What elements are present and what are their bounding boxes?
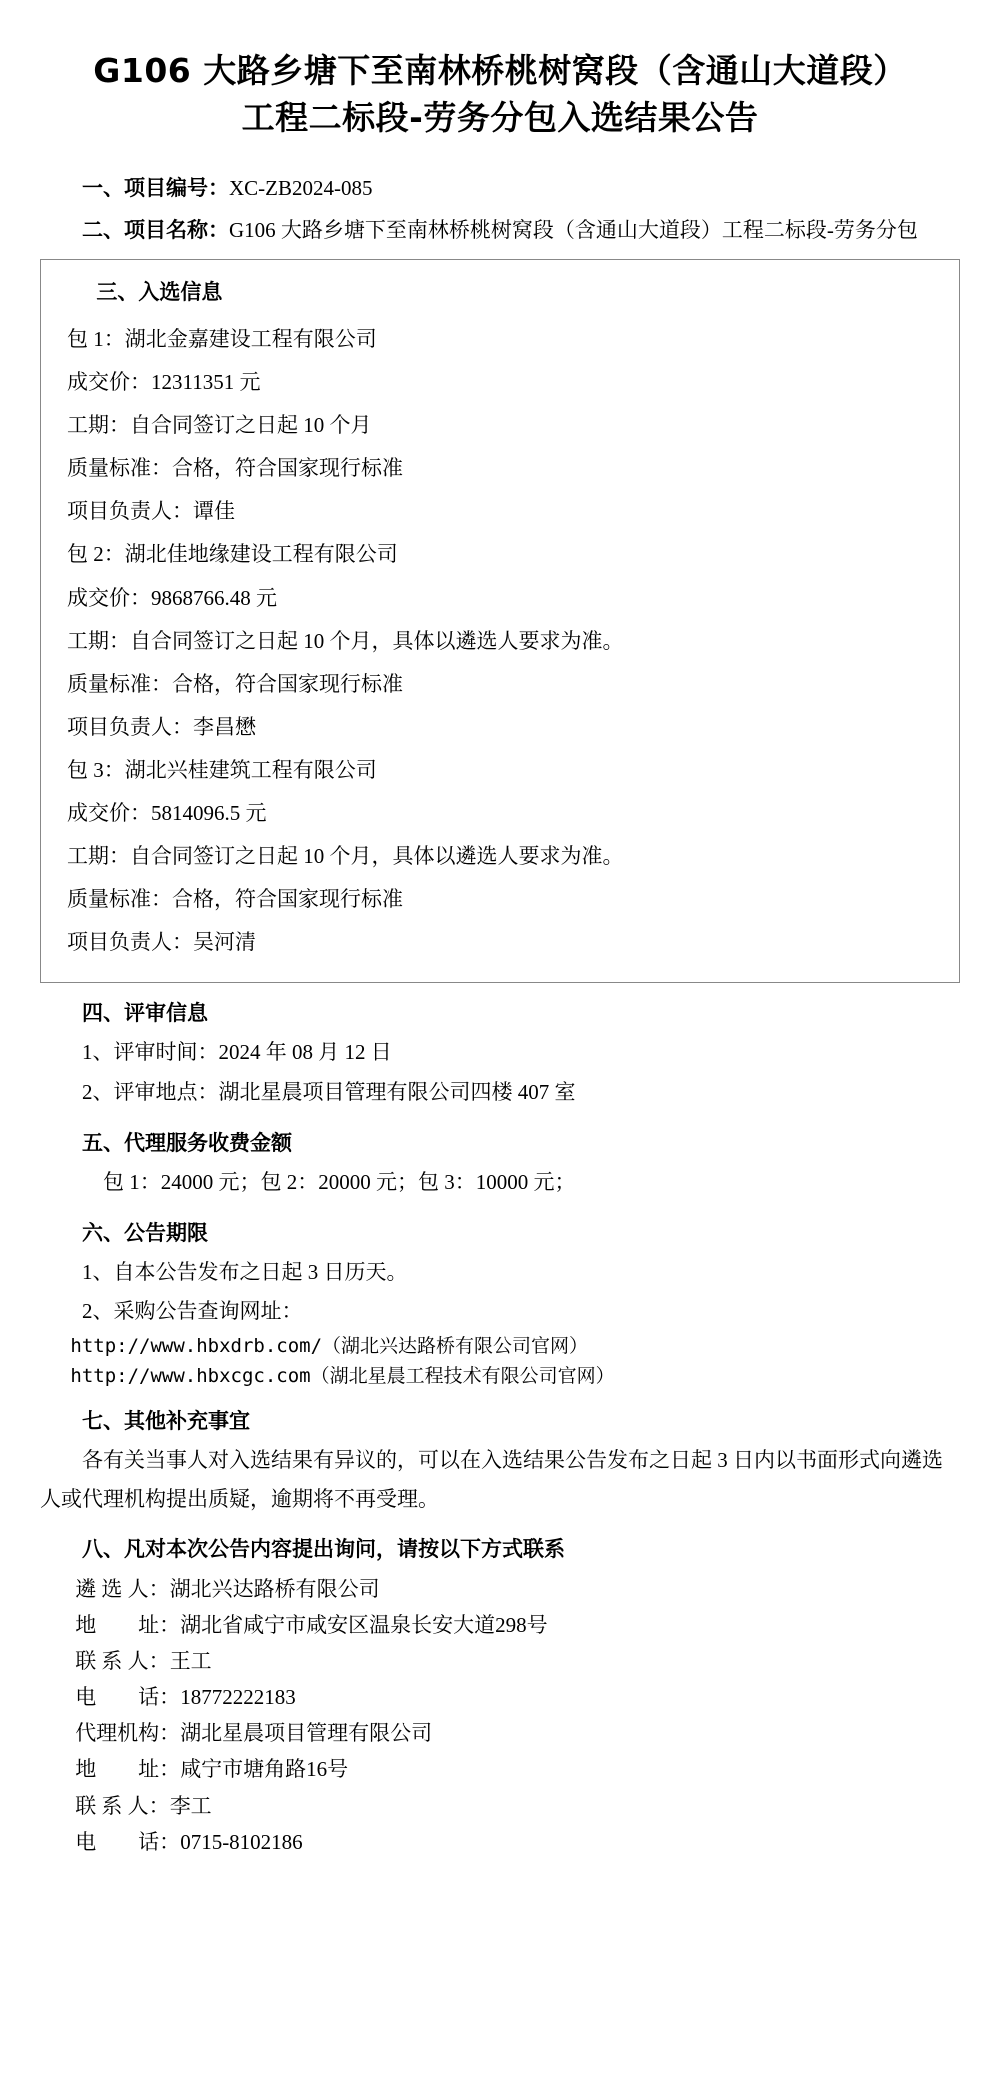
contact-row: [75, 1751, 960, 1787]
selection-line: 包 3：湖北兴桂建筑工程有限公司: [67, 757, 377, 782]
selection-line: 成交价：12311351 元: [67, 370, 261, 395]
page-title-line-2: 工程二标段-劳务分包入选结果公告: [241, 97, 759, 137]
page-title-line-1: G106 大路乡塘下至南林桥桃树窝段（含通山大道段）: [93, 51, 907, 90]
contact-key: 地 址：: [75, 1757, 181, 1782]
other-matters-heading: 七、其他补充事宜: [82, 1409, 250, 1434]
selection-line: 项目负责人：吴河清: [67, 929, 256, 954]
selection-line: 工期：自合同签订之日起 10 个月，具体以遴选人要求为准。: [67, 843, 624, 868]
selection-line: 质量标准：合格，符合国家现行标准: [67, 456, 403, 481]
notice-period-heading: 六、公告期限: [82, 1220, 208, 1245]
contact-value: 0715-8102186: [180, 1829, 303, 1854]
page-title: [60, 48, 940, 142]
selection-line: 包 1：湖北金嘉建设工程有限公司: [67, 327, 377, 352]
contact-value: 湖北星晨项目管理有限公司: [180, 1721, 433, 1746]
contact-row: [75, 1824, 960, 1860]
other-matters-body: 各有关当事人对入选结果有异议的，可以在入选结果公告发布之日起 3 日内以书面形式向遴选人或代理机构提出质疑，逾期将不再受理。: [40, 1448, 943, 1512]
project-name-label: 二、项目名称：: [82, 218, 229, 243]
selection-line: 包 2：湖北佳地缘建设工程有限公司: [67, 542, 398, 567]
contact-row: [75, 1643, 960, 1679]
project-number-label: 一、项目编号：: [82, 175, 229, 200]
contact-value: 湖北省咸宁市咸安区温泉长安大道298号: [180, 1613, 548, 1638]
project-name-value: G106 大路乡塘下至南林桥桃树窝段（含通山大道段）工程二标段-劳务分包: [229, 218, 918, 243]
selection-info-heading: 三、入选信息: [96, 280, 223, 305]
selection-line: 质量标准：合格，符合国家现行标准: [67, 886, 403, 911]
contact-key: 电 话：: [75, 1829, 181, 1854]
selection-line: 质量标准：合格，符合国家现行标准: [67, 671, 403, 696]
agency-fee-heading: 五、代理服务收费金额: [82, 1130, 292, 1155]
contact-value: 湖北兴达路桥有限公司: [169, 1576, 380, 1601]
selection-line: 项目负责人：谭佳: [67, 499, 235, 524]
selection-line: 成交价：9868766.48 元: [67, 585, 277, 610]
project-number-row: [40, 170, 960, 207]
contact-value: 咸宁市塘角路16号: [180, 1757, 349, 1782]
contact-heading: 八、凡对本次公告内容提出询问，请按以下方式联系: [82, 1536, 565, 1561]
project-name-row: [40, 212, 960, 249]
contact-row: [75, 1715, 960, 1751]
review-place-line: 2、评审地点：湖北星晨项目管理有限公司四楼 407 室: [82, 1079, 576, 1104]
notice-url-1[interactable]: http://www.hbxdrb.com/（湖北兴达路桥有限公司官网）: [70, 1335, 589, 1358]
contact-row: [75, 1607, 960, 1643]
selection-line: 项目负责人：李昌懋: [67, 714, 256, 739]
selection-line: 工期：自合同签订之日起 10 个月，具体以遴选人要求为准。: [67, 628, 624, 653]
notice-period-line-1: 1、自本公告发布之日起 3 日历天。: [82, 1259, 408, 1284]
contact-key: 联 系 人：: [75, 1793, 170, 1818]
selection-line: 成交价：5814096.5 元: [67, 800, 267, 825]
notice-url-2[interactable]: http://www.hbxcgc.com（湖北星晨工程技术有限公司官网）: [70, 1364, 615, 1387]
contact-row: [75, 1679, 960, 1715]
contact-row: [75, 1571, 960, 1607]
selection-line: 工期：自合同签订之日起 10 个月: [67, 413, 372, 438]
agency-fee-line: 包 1：24000 元；包 2：20000 元；包 3：10000 元；: [103, 1169, 576, 1194]
contact-value: 18772222183: [180, 1685, 296, 1710]
contact-value: 李工: [169, 1793, 212, 1818]
contact-key: 代理机构：: [75, 1721, 181, 1746]
selection-info-box: [40, 259, 960, 983]
contact-value: 王工: [169, 1649, 212, 1674]
contact-key: 电 话：: [75, 1685, 181, 1710]
contact-row: [75, 1788, 960, 1824]
contact-key: 联 系 人：: [75, 1649, 170, 1674]
review-info-heading: 四、评审信息: [82, 1000, 208, 1025]
notice-period-line-2: 2、采购公告查询网址：: [82, 1299, 303, 1324]
project-number-value: XC-ZB2024-085: [229, 175, 373, 200]
contact-key: 地 址：: [75, 1613, 181, 1638]
review-time-line: 1、评审时间：2024 年 08 月 12 日: [82, 1039, 392, 1064]
contact-key: 遴 选 人：: [75, 1576, 170, 1601]
contact-block: [40, 1571, 960, 1860]
